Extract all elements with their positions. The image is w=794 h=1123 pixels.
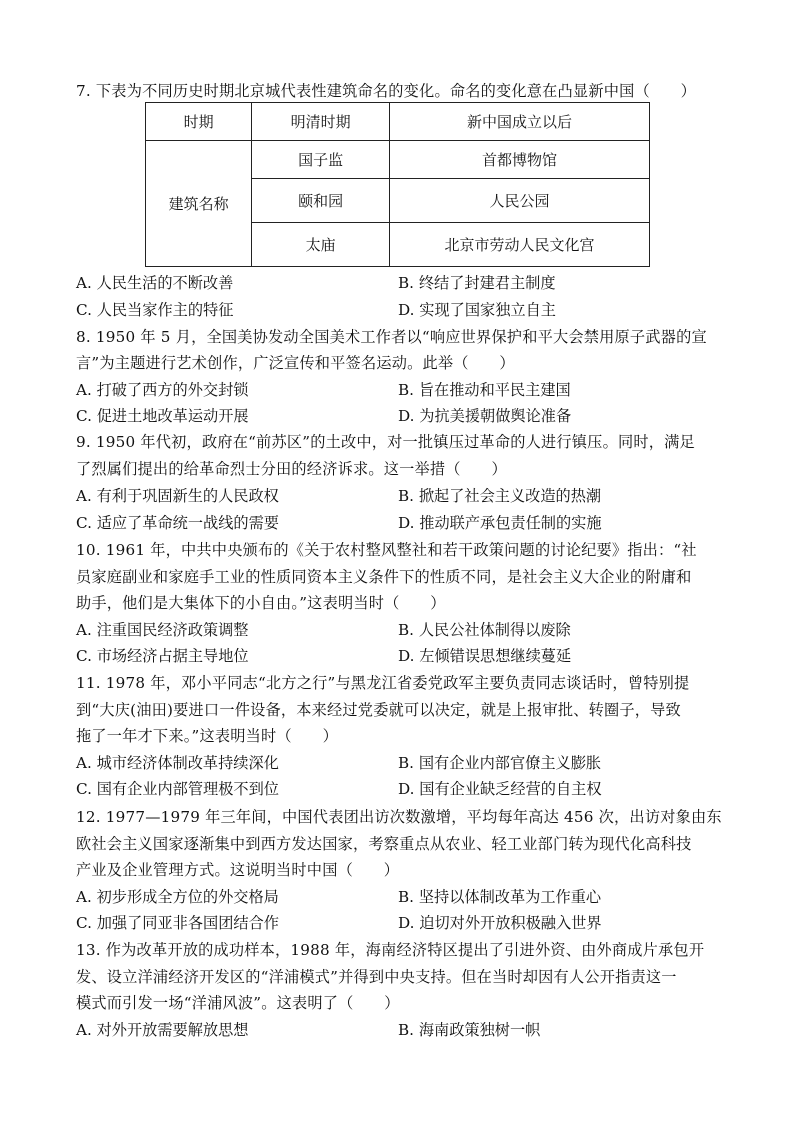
- question-8-line: 8. 1950 年 5 月，全国美协发动全国美术工作者以“响应世界保护和平大会禁用原子武器的宣: [76, 328, 707, 346]
- question-11-line: 拖了一年才下来。”这表明当时（ ）: [76, 727, 338, 745]
- option-d: D. 迫切对外开放积极融入世界: [398, 914, 602, 932]
- option-a: A. 有利于巩固新生的人民政权: [76, 487, 279, 505]
- option-b: B. 终结了封建君主制度: [398, 274, 556, 292]
- option-a: A. 打破了西方的外交封锁: [76, 381, 249, 399]
- option-b: B. 海南政策独树一帜: [398, 1021, 541, 1039]
- question-12-line: 12. 1977—1979 年三年间，中国代表团出访次数激增，平均每年高达 456 次，出访对象由东: [76, 808, 722, 826]
- option-d: D. 实现了国家独立自主: [398, 301, 556, 319]
- option-c: C. 加强了同亚非各国团结合作: [76, 914, 279, 932]
- option-b: B. 人民公社体制得以废除: [398, 621, 571, 639]
- table-cell: 国子监: [252, 141, 390, 179]
- option-a: A. 对外开放需要解放思想: [76, 1021, 249, 1039]
- table-header-new-china: 新中国成立以后: [390, 103, 650, 141]
- question-9-line: 了烈属们提出的给革命烈士分田的经济诉求。这一举措（ ）: [76, 460, 507, 478]
- option-d: D. 国有企业缺乏经营的自主权: [398, 780, 602, 798]
- question-7-stem: 7. 下表为不同历史时期北京城代表性建筑命名的变化。命名的变化意在凸显新中国（ ）: [76, 82, 697, 100]
- table-cell: 颐和园: [252, 179, 390, 223]
- question-13-line: 发、设立洋浦经济开发区的“洋浦模式”并得到中央支持。但在当时却因有人公开指责这一: [76, 968, 677, 986]
- question-13-line: 13. 作为改革开放的成功样本，1988 年，海南经济特区提出了引进外资、由外商成片承包开: [76, 941, 705, 959]
- question-7-table: [145, 102, 650, 267]
- option-b: B. 国有企业内部官僚主义膨胀: [398, 754, 602, 772]
- option-a: A. 初步形成全方位的外交格局: [76, 888, 279, 906]
- option-c: C. 适应了革命统一战线的需要: [76, 514, 279, 532]
- table-cell: 北京市劳动人民文化宫: [390, 223, 650, 267]
- table-cell: 太庙: [252, 223, 390, 267]
- option-a: A. 人民生活的不断改善: [76, 274, 234, 292]
- option-c: C. 国有企业内部管理极不到位: [76, 780, 279, 798]
- option-a: A. 注重国民经济政策调整: [76, 621, 249, 639]
- option-a: A. 城市经济体制改革持续深化: [76, 754, 279, 772]
- question-12-line: 产业及企业管理方式。这说明当时中国（ ）: [76, 861, 400, 879]
- question-10-line: 员家庭副业和家庭手工业的性质同资本主义条件下的性质不同，是社会主义大企业的附庸和: [76, 568, 692, 586]
- question-13-line: 模式而引发一场“洋浦风波”。这表明了（ ）: [76, 994, 400, 1012]
- question-11-line: 到“大庆(油田)要进口一件设备，本来经过党委就可以决定，就是上报审批、转圈子，导致: [76, 701, 681, 719]
- option-d: D. 为抗美援朝做舆论准备: [398, 407, 572, 425]
- question-8-line: 言”为主题进行艺术创作，广泛宣传和平签名运动。此举（ ）: [76, 354, 515, 372]
- option-b: B. 坚持以体制改革为工作重心: [398, 888, 602, 906]
- question-12-line: 欧社会主义国家逐渐集中到西方发达国家，考察重点从农业、轻工业部门转为现代化高科技: [76, 835, 692, 853]
- table-row-label: 建筑名称: [146, 141, 252, 267]
- table-cell: 人民公园: [390, 179, 650, 223]
- question-11-line: 11. 1978 年，邓小平同志“北方之行”与黑龙江省委党政军主要负责同志谈话时，曾特别提: [76, 674, 690, 692]
- question-10-line: 助手，他们是大集体下的小自由。”这表明当时（ ）: [76, 594, 446, 612]
- option-b: B. 旨在推动和平民主建国: [398, 381, 571, 399]
- option-b: B. 掀起了社会主义改造的热潮: [398, 487, 602, 505]
- question-9-line: 9. 1950 年代初，政府在“前苏区”的土改中，对一批镇压过革命的人进行镇压。同时，满足: [76, 433, 695, 451]
- option-c: C. 市场经济占据主导地位: [76, 647, 249, 665]
- table-header-ming-qing: 明清时期: [252, 103, 390, 141]
- option-c: C. 人民当家作主的特征: [76, 301, 234, 319]
- option-d: D. 左倾错误思想继续蔓延: [398, 647, 572, 665]
- table-cell: 首都博物馆: [390, 141, 650, 179]
- option-c: C. 促进土地改革运动开展: [76, 407, 249, 425]
- question-10-line: 10. 1961 年，中共中央颁布的《关于农村整风整社和若干政策问题的讨论纪要》指出：“社: [76, 541, 697, 559]
- table-header-period: 时期: [146, 103, 252, 141]
- option-d: D. 推动联产承包责任制的实施: [398, 514, 602, 532]
